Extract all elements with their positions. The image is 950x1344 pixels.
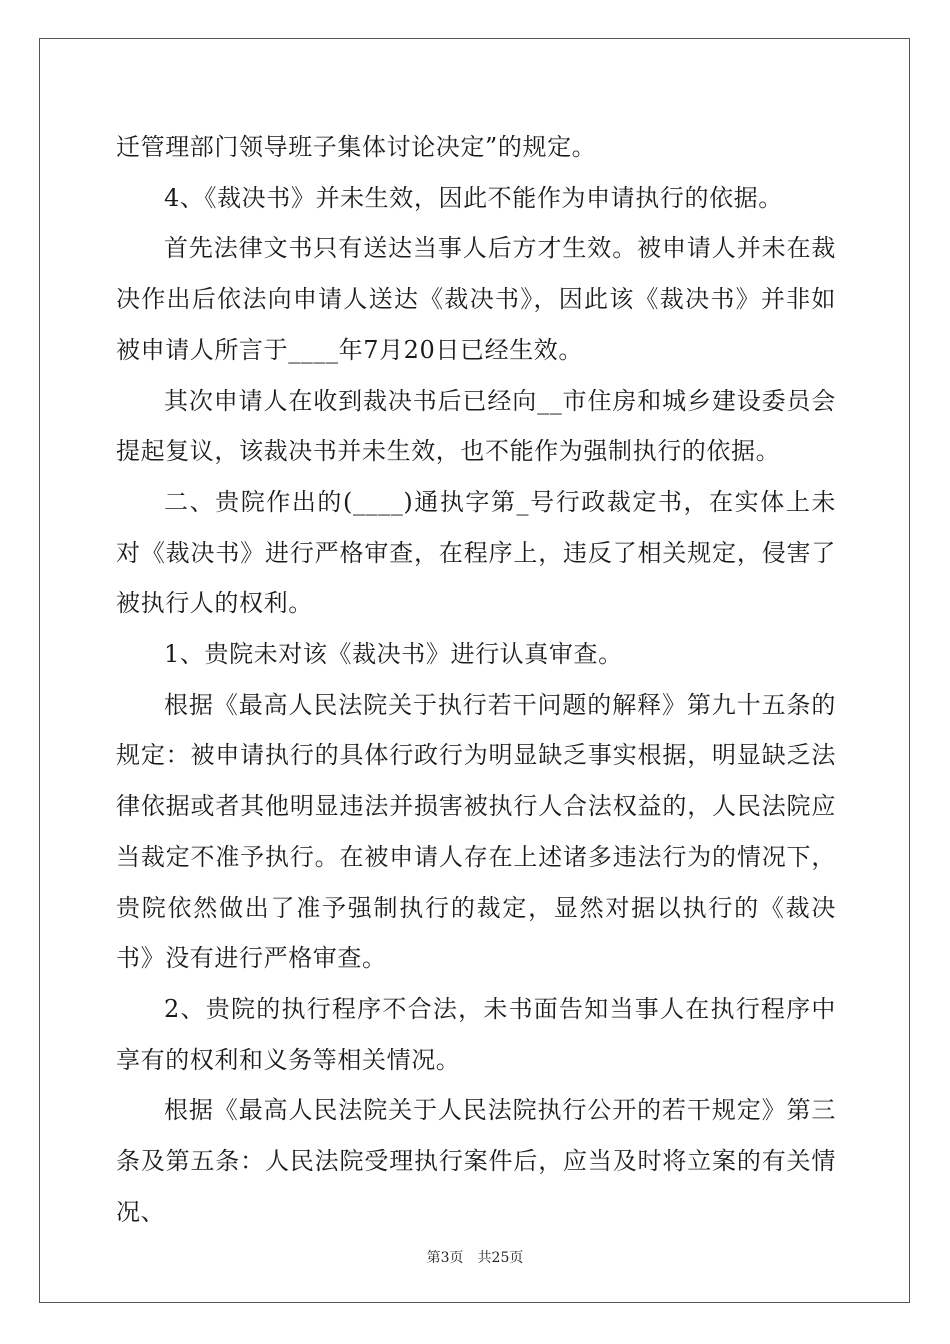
paragraph: 根据《最高人民法院关于执行若干问题的解释》第九十五条的规定：被申请执行的具体行政行为明显缺乏事实根据，明显缺乏法律依据或者其他明显违法并损害被执行人合法权益的，人民法院应当裁定不准予执行。在被申请人存在上述诸多违法行为的情况下，贵院依然做出了准予强制执行的裁定，显然对据以执行的《裁决书》没有进行严格审查。: [116, 690, 836, 973]
page-footer: [0, 1247, 950, 1267]
paragraph: 二、贵院作出的(____)通执字第_号行政裁定书，在实体上未对《裁决书》进行严格审查，在程序上，违反了相关规定，侵害了被执行人的权利。: [116, 487, 836, 618]
paragraph: 首先法律文书只有送达当事人后方才生效。被申请人并未在裁决作出后依法向申请人送达《裁决书》，因此该《裁决书》并非如被申请人所言于____年7月20日已经生效。: [116, 234, 836, 364]
current-page-number: 第3页: [426, 1250, 464, 1266]
paragraph: 4、《裁决书》并未生效，因此不能作为申请执行的依据。: [164, 183, 783, 212]
paragraph: 2、贵院的执行程序不合法，未书面告知当事人在执行程序中享有的权利和义务等相关情况。: [116, 994, 836, 1074]
paragraph: 迁管理部门领导班子集体讨论决定”的规定。: [116, 133, 597, 161]
paragraph: 根据《最高人民法院关于人民法院执行公开的若干规定》第三条及第五条：人民法院受理执行案件后，应当及时将立案的有关情况、: [116, 1096, 836, 1226]
paragraph: 其次申请人在收到裁决书后已经向__市住房和城乡建设委员会提起复议，该裁决书并未生效，也不能作为强制执行的依据。: [116, 386, 836, 466]
total-page-count: 共25页: [477, 1250, 524, 1266]
paragraph: 1、贵院未对该《裁决书》进行认真审查。: [164, 640, 623, 669]
document-body: [116, 122, 836, 1237]
